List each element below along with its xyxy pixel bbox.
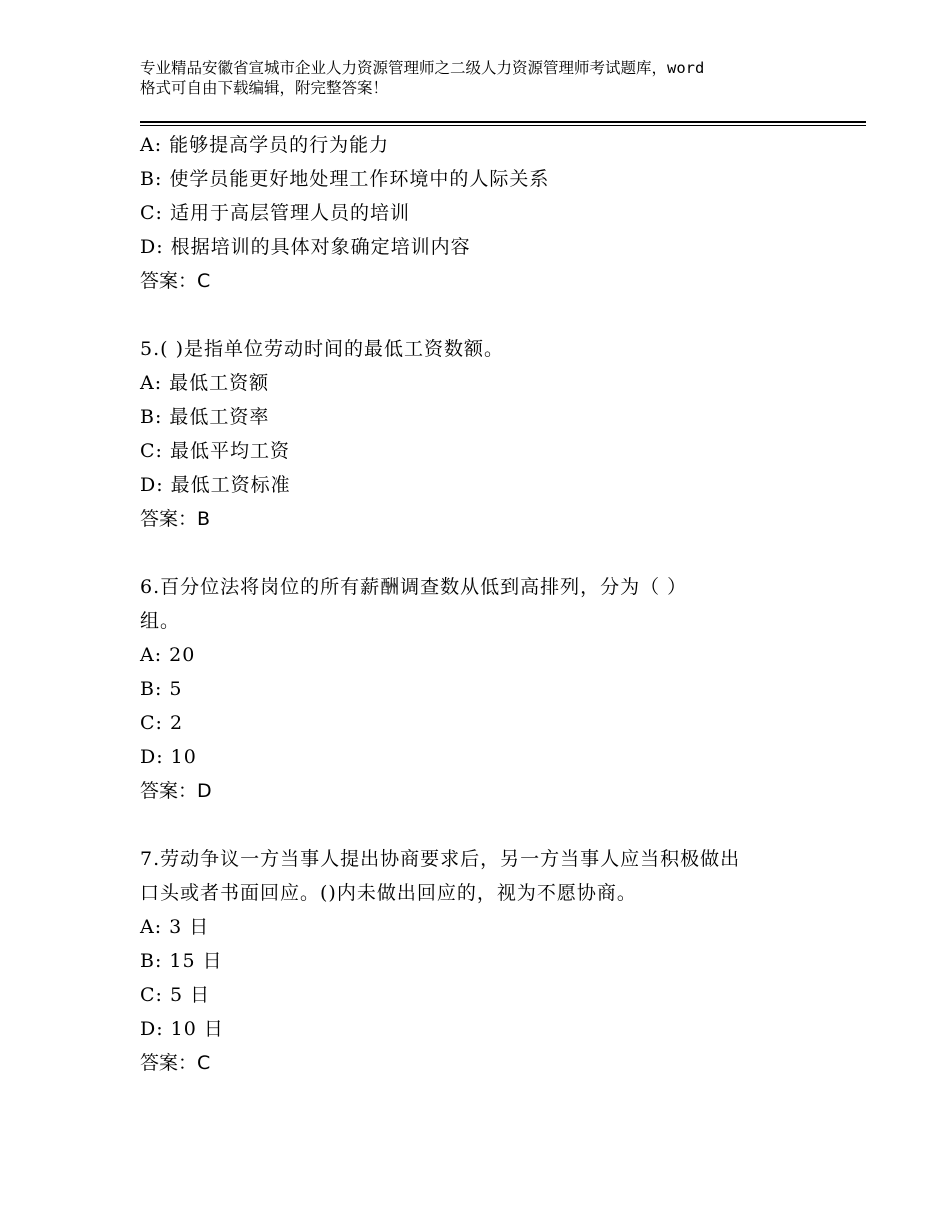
option-c: C: 适用于高层管理人员的培训 (140, 202, 410, 224)
option-b: B: 5 (140, 678, 183, 700)
spacer (140, 298, 840, 332)
option-d: D: 10 (140, 746, 197, 768)
spacer (140, 808, 840, 842)
header-title-line-1: 专业精品安徽省宣城市企业人力资源管理师之二级人力资源管理师考试题库，word (140, 59, 705, 77)
document-header (140, 58, 840, 98)
spacer (140, 536, 840, 570)
option-a: A: 3 日 (140, 916, 210, 938)
option-a: A: 最低工资额 (140, 372, 270, 394)
question-4 (140, 128, 840, 298)
option-d: D: 最低工资标准 (140, 474, 291, 496)
option-c: C: 2 (140, 712, 184, 734)
answer-label: 答案：B (140, 508, 211, 530)
answer-label: 答案：C (140, 270, 211, 292)
option-a: A: 20 (140, 644, 196, 666)
question-list (140, 128, 840, 1080)
question-stem-line-2: 组。 (140, 610, 181, 632)
question-5 (140, 332, 840, 536)
question-stem-line-1: 7.劳动争议一方当事人提出协商要求后，另一方当事人应当积极做出 (140, 848, 741, 870)
header-rule-thick (140, 121, 866, 123)
answer-label: 答案：D (140, 780, 212, 802)
option-c: C: 5 日 (140, 984, 211, 1006)
option-d: D: 10 日 (140, 1018, 224, 1040)
answer-label: 答案：C (140, 1052, 211, 1074)
question-stem-line-1: 6.百分位法将岗位的所有薪酬调查数从低到高排列，分为（ ） (140, 576, 688, 598)
header-rule-thin (140, 125, 866, 126)
question-stem-line-2: 口头或者书面回应。()内未做出回应的，视为不愿协商。 (140, 882, 637, 904)
option-b: B: 使学员能更好地处理工作环境中的人际关系 (140, 168, 550, 190)
question-stem: 5.( )是指单位劳动时间的最低工资数额。 (140, 338, 504, 360)
question-7 (140, 842, 840, 1080)
question-6 (140, 570, 840, 808)
option-b: B: 最低工资率 (140, 406, 270, 428)
header-title-line-2: 格式可自由下载编辑，附完整答案！ (140, 79, 389, 97)
option-d: D: 根据培训的具体对象确定培训内容 (140, 236, 471, 258)
option-b: B: 15 日 (140, 950, 223, 972)
option-c: C: 最低平均工资 (140, 440, 290, 462)
option-a: A: 能够提高学员的行为能力 (140, 134, 390, 156)
